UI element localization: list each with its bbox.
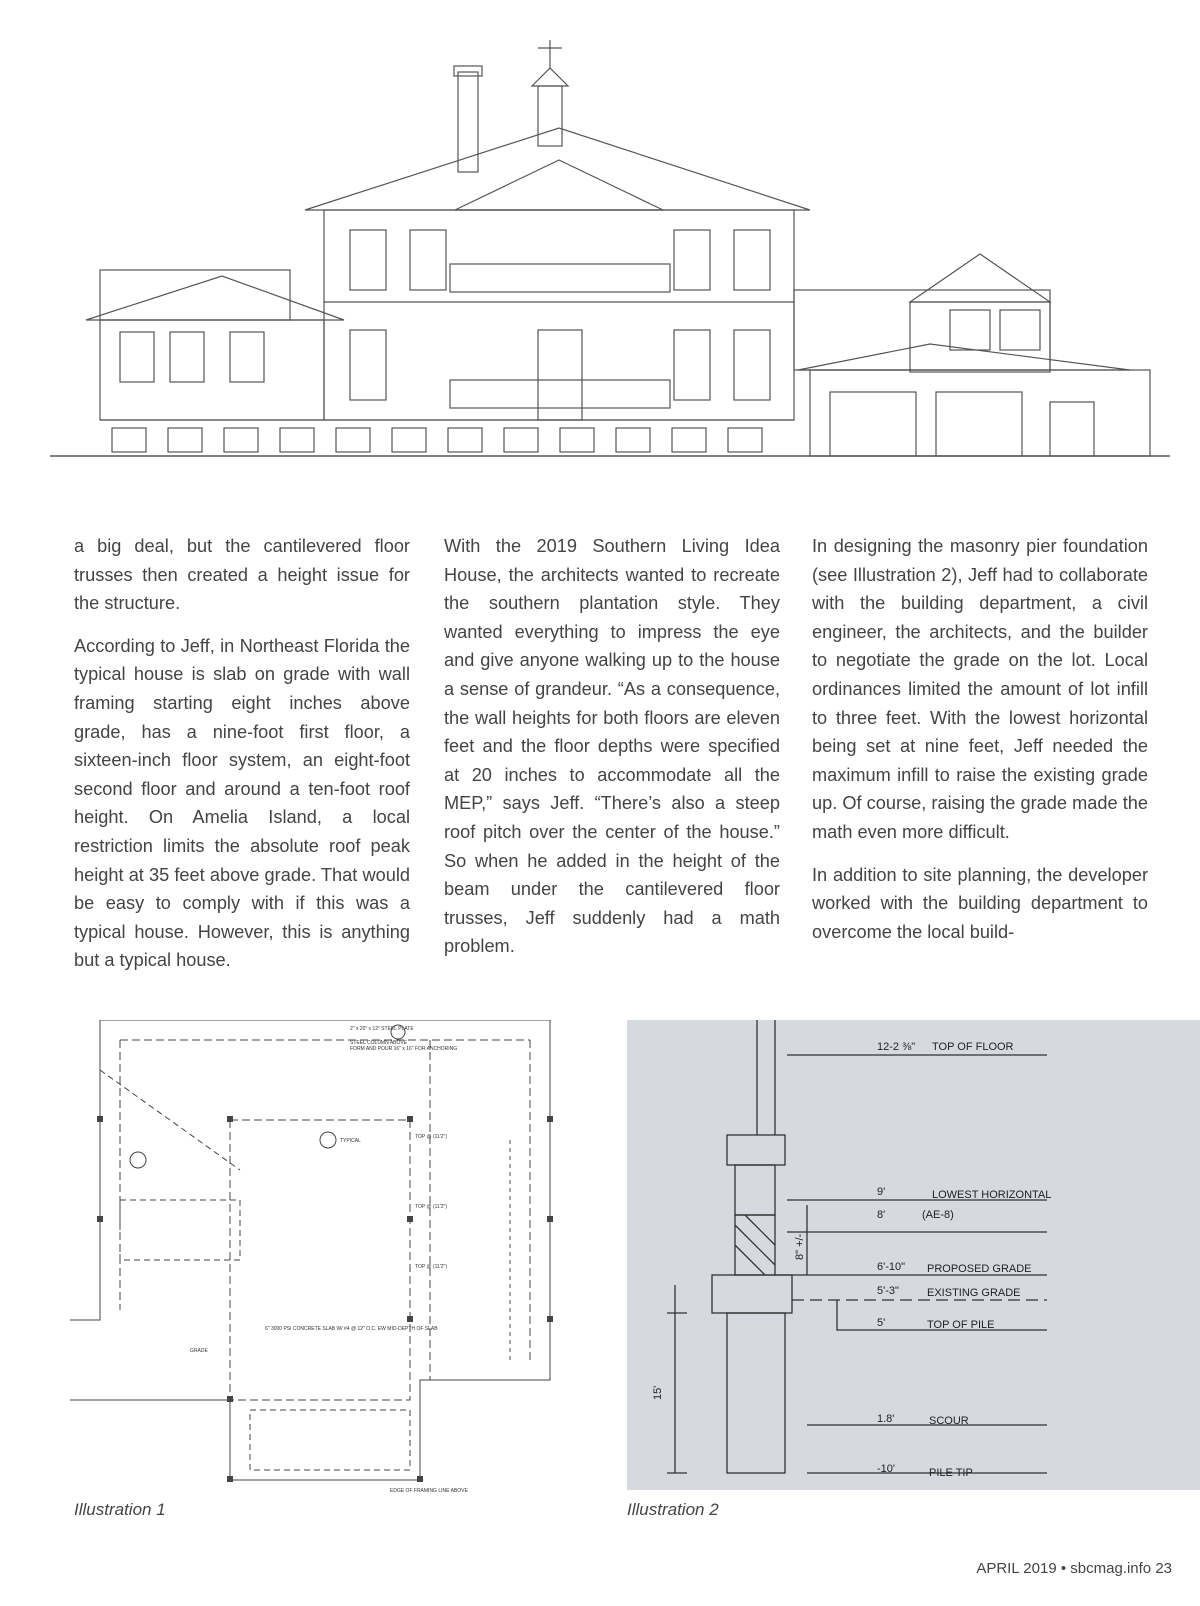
pier-section-drawing [627,1020,1200,1490]
svg-text:8" +/-: 8" +/- [794,1233,806,1260]
svg-text:9': 9' [877,1186,886,1198]
article-column-2 [444,532,780,975]
svg-text:5'-3": 5'-3" [877,1285,899,1297]
svg-text:EDGE OF FRAMING LINE ABOVE: EDGE OF FRAMING LINE ABOVE [390,1488,468,1494]
house-elevation-drawing [50,20,1170,470]
article-column-3 [812,532,1148,960]
column3-paragraph-2: In addition to site planning, the developer worked with the building department to overcome the local build- [812,864,1148,942]
svg-text:TYPICAL: TYPICAL [340,1138,361,1144]
svg-text:5': 5' [877,1317,886,1329]
svg-text:1.8': 1.8' [877,1413,895,1425]
illustration-2-caption: Illustration 2 [627,1500,719,1519]
column3-paragraph-1: In designing the masonry pier foundation (see Illustration 2), Jeff had to collaborate with the building department, a civil engineer, the architects, and the builder to negotiate the grade on the lot. Local ordinances limited the amount of lot infill to three feet. With the lowest horizontal being set at nine feet, Jeff needed the maximum infill to raise the existing grade up. Of course, raising the grade made the math even more difficult. [812,536,1148,842]
footer-text: APRIL 2019 • sbcmag.info [976,1560,1152,1577]
svg-text:2" x 20" x 12" STEEL PLATE: 2" x 20" x 12" STEEL PLATE [350,1026,414,1032]
article-column-1 [74,532,410,989]
svg-text:6" 3000 PSI CONCRETE SLAB W/ #: 6" 3000 PSI CONCRETE SLAB W/ #4 @ 12" O.C. EW MID-DEPTH OF SLAB [265,1326,438,1332]
svg-text:SCOUR: SCOUR [929,1415,969,1427]
svg-text:8': 8' [877,1209,886,1221]
svg-text:-10': -10' [877,1463,895,1475]
svg-text:GRADE: GRADE [190,1348,208,1354]
svg-text:TOP @ (11'2"): TOP @ (11'2") [415,1134,447,1140]
svg-text:STEEL COLUMN ABOVE: STEEL COLUMN ABOVE [350,1040,408,1046]
svg-text:EXISTING GRADE: EXISTING GRADE [927,1287,1021,1299]
page-number: 23 [1155,1560,1172,1577]
svg-text:TOP OF FLOOR: TOP OF FLOOR [932,1041,1014,1053]
svg-text:TOP OF PILE: TOP OF PILE [927,1319,995,1331]
svg-text:PROPOSED GRADE: PROPOSED GRADE [927,1263,1032,1275]
svg-text:LOWEST HORIZONTAL: LOWEST HORIZONTAL [932,1189,1052,1201]
column1-paragraph-2: According to Jeff, in Northeast Florida the typical house is slab on grade with wall framing starting eight inches above grade, has a nine-foot first floor, a sixteen-inch floor system, an eight-foot second floor and around a ten-foot roof height. On Amelia Island, a local restriction limits the absolute roof peak height at 35 feet above grade. That would be easy to comply with if this was a typical house. However, this is anything but a typical house. [74,635,410,971]
column1-paragraph-1: a big deal, but the cantilevered floor trusses then created a height issue for the structure. [74,536,410,614]
svg-text:FORM AND POUR 16" x 16" FOR AN: FORM AND POUR 16" x 16" FOR ANCHORING [350,1046,458,1052]
svg-text:TOP @ (11'2"): TOP @ (11'2") [415,1204,447,1210]
page-footer [976,1560,1172,1577]
svg-text:6'-10": 6'-10" [877,1261,906,1273]
svg-text:TOP @ (11'2"): TOP @ (11'2") [415,1264,447,1270]
svg-text:PILE TIP: PILE TIP [929,1467,973,1479]
svg-text:(AE-8): (AE-8) [922,1209,954,1221]
column2-paragraph-1: With the 2019 Southern Living Idea House, the architects wanted to recreate the southern plantation style. They wanted everything to impress the eye and give anyone walking up to the house a sense of grandeur. “As a consequence, the wall heights for both floors are eleven feet and the floor depths were specified at 20 inches to accommodate all the MEP,” says Jeff. “There’s also a steep roof pitch over the center of the house.” So when he added in the height of the beam under the cantilevered floor trusses, Jeff suddenly had a math problem. [444,536,780,957]
illustration-1-caption: Illustration 1 [74,1500,166,1519]
svg-text:12-2 ⅜": 12-2 ⅜" [877,1041,916,1053]
svg-text:15': 15' [652,1385,664,1400]
foundation-plan-drawing [60,1020,600,1520]
